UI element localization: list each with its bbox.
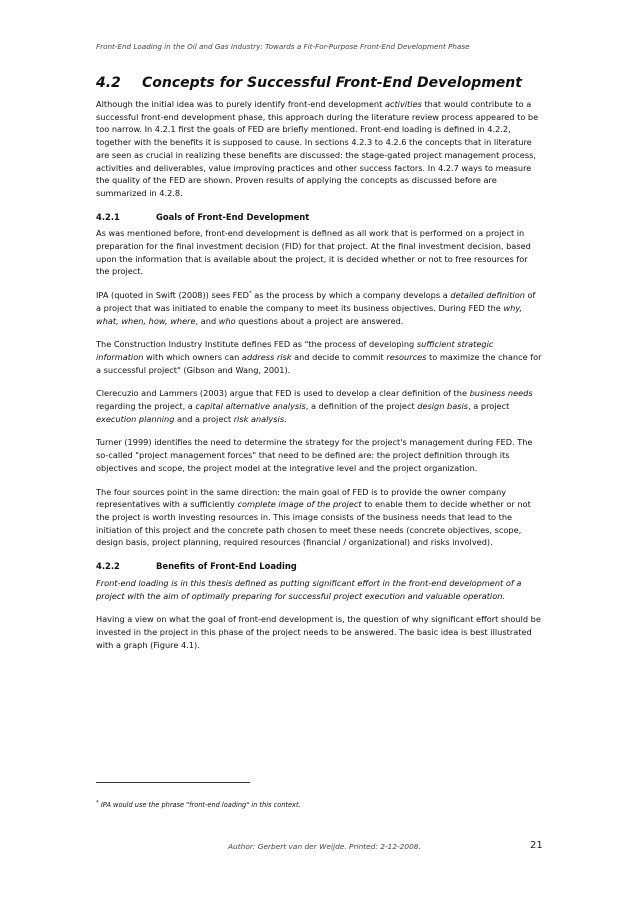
section-heading: [96, 74, 542, 92]
footnote: [96, 801, 301, 809]
section-title: Concepts for Successful Front-End Development: [142, 75, 522, 91]
subsection-title: Benefits of Front-End Loading: [156, 561, 297, 572]
text-run: , a definition of the project: [305, 401, 418, 412]
emphasis: who: [218, 315, 236, 326]
emphasis: complete image of the project: [237, 499, 362, 510]
running-header: Front-End Loading in the Oil and Gas Industry: Towards a Fit-For-Purpose Front-End Development Phase: [96, 42, 470, 51]
text-run: .: [284, 413, 287, 424]
page-body: [96, 74, 542, 662]
subsection-number: 4.2.2: [96, 561, 120, 572]
text-run: The four sources point in the same direction: the main goal of FED is to provide the owner company representatives with a sufficiently: [96, 486, 507, 510]
paragraph: [96, 289, 542, 327]
section-number: 4.2: [96, 75, 121, 91]
subsection-heading-421: [96, 211, 542, 224]
paragraph: [96, 486, 542, 550]
footnote-mark: *: [96, 799, 99, 806]
text-run: , a project: [468, 401, 510, 412]
text-run: Clerecuzio and Lammers (2003) argue that FED is used to develop a clear definition of the: [96, 388, 470, 399]
text-run: of a project that was initiated to enable the company to meet its business objectives. During FED the: [96, 290, 536, 313]
emphasis: sufficient strategic information: [96, 339, 494, 362]
text-run: IPA (quoted in Swift (2008)) sees FED: [96, 290, 249, 301]
text-run: with which owners can: [143, 351, 242, 362]
emphasis: why, what, when, how, where: [96, 302, 523, 326]
page-number: 21: [530, 840, 543, 851]
text-run: to enable them to decide whether or not the project is worth investing resources in. This image consists of the business needs that lead to the initiation of this project and the concrete path chosen to meet these needs (concrete objectives, scope, design basis, project planning, required resources (financial / organizational) and risks involved).: [96, 499, 531, 548]
page-footer: Author: Gerbert van der Weijde. Printed: 2-12-2008.: [228, 842, 421, 851]
emphasis: activities: [384, 99, 422, 109]
emphasis: capital alternative analysis: [195, 401, 306, 412]
definition-paragraph: Front-end loading is in this thesis defined as putting significant effort in the front-end development of a project with the aim of optimally preparing for successful project execution and valuable operation.: [96, 577, 522, 601]
paragraph: As was mentioned before, front-end development is defined as all work that is performed on a project in preparation for the final investment decision (FID) for that project. At the final investment decision, based upon the information that is available about the project, it is decided whether or not to free resources for the project.: [96, 228, 531, 277]
paragraph: Turner (1999) identifies the need to determine the strategy for the project's management during FED. The so-called "project management forces" that need to be defined are: the project definition through its objectives and scope, the project model at the integrative level and the project organization.: [96, 437, 533, 473]
footnote-marker[interactable]: *: [248, 290, 252, 297]
emphasis: address risk: [241, 351, 292, 362]
footnote-divider: [96, 782, 250, 783]
emphasis: detailed definition: [450, 290, 525, 301]
subsection-title: Goals of Front-End Development: [156, 211, 310, 222]
footnote-text: IPA would use the phrase "front-end loading" in this context.: [98, 801, 301, 809]
text-run: Although the initial idea was to purely identify front-end development: [96, 99, 385, 109]
text-run: that would contribute to a successful front-end development phase, this approach during the literature review process appeared to be too narrow. In 4.2.1 first the goals of FED are briefly mentioned. Front-end loading is defined in 4.2.2, together with the benefits it is supposed to cause. In sections 4.2.3 to 4.2.6 the concepts that in literature are seen as crucial in realizing these benefits are discussed: the stage-gated project management process, activities and deliverables, value improving practices and other success factors. In 4.2.7 ways to measure the quality of the FED are shown. Proven results of applying the concepts as discussed before are summarized in 4.2.8.: [96, 99, 539, 198]
paragraph: Having a view on what the goal of front-end development is, the question of why significant effort should be invested in the project in this phase of the project needs to be answered. The basic idea is best illustrated with a graph (Figure 4.1).: [96, 614, 541, 650]
text-run: as the process by which a company develops a: [251, 290, 451, 301]
intro-paragraph: [96, 98, 542, 200]
emphasis: design basis: [417, 401, 469, 412]
emphasis: business needs: [469, 388, 533, 399]
text-run: and a project: [174, 413, 234, 424]
emphasis: execution planning: [96, 413, 175, 424]
emphasis: risk analysis: [233, 413, 285, 424]
text-run: regarding the project, a: [96, 401, 196, 412]
paragraph: [96, 338, 542, 376]
subsection-heading-422: [96, 560, 542, 573]
emphasis: resources: [386, 351, 427, 362]
text-run: The Construction Industry Institute defines FED as "the process of developing: [96, 339, 417, 350]
text-run: questions about a project are answered.: [235, 315, 404, 326]
subsection-number: 4.2.1: [96, 211, 120, 222]
text-run: and decide to commit: [291, 351, 387, 362]
paragraph: [96, 387, 542, 425]
text-run: , and: [195, 315, 219, 326]
text-run: to maximize the chance for a successful project" (Gibson and Wang, 2001).: [96, 351, 542, 375]
